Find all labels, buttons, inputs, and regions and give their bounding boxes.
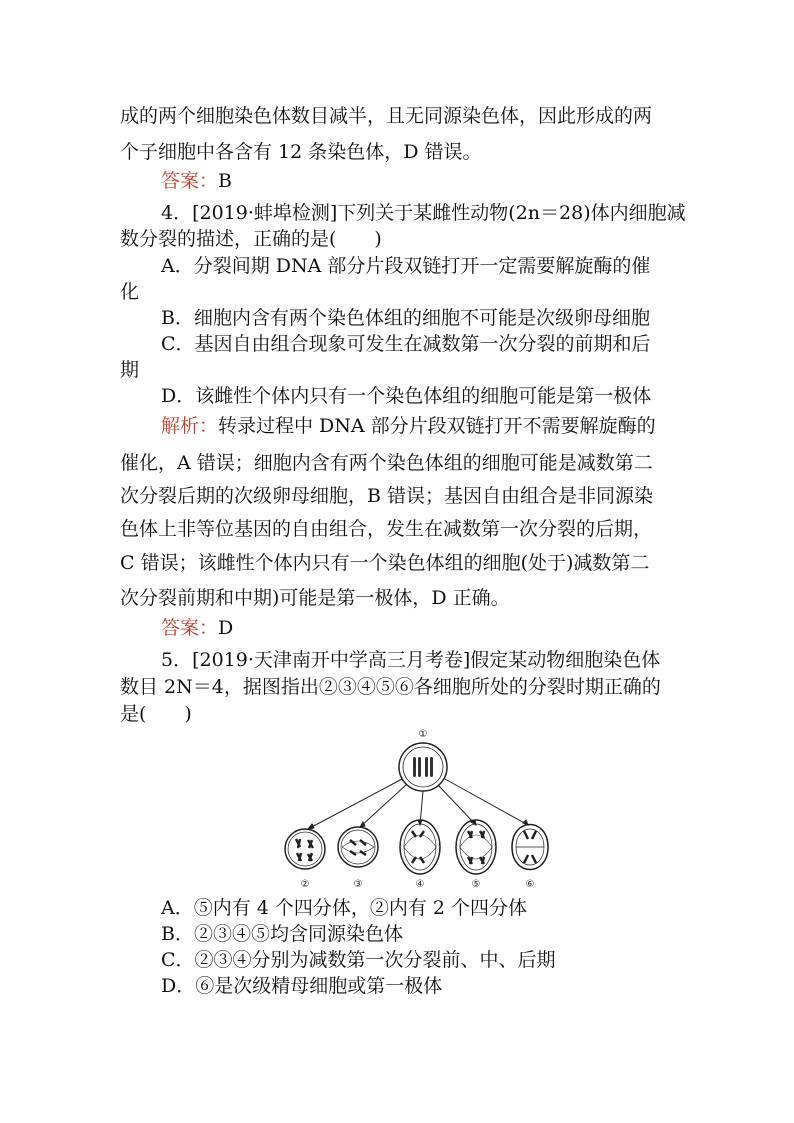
answer-value: D <box>218 617 234 639</box>
question-line: 数目 2N＝4，据图指出②③④⑤⑥各细胞所处的分裂时期正确的 <box>120 676 661 698</box>
question-line: 5．[2019·天津南开中学高三月考卷]假定某动物细胞染色体 <box>161 649 661 671</box>
cell-2 <box>285 829 325 869</box>
meiosis-diagram <box>280 727 555 892</box>
answer-line <box>161 615 233 641</box>
text-line: 个子细胞中各含有 12 条染色体，D 错误。 <box>120 141 482 163</box>
option-line: D．该雌性个体内只有一个染色体组的细胞可能是第一极体 <box>161 385 652 407</box>
analysis-line: C 错误；该雌性个体内只有一个染色体组的细胞(处于)减数第二 <box>120 552 650 574</box>
option-line: B．②③④⑤均含同源染色体 <box>161 923 403 945</box>
option-line: C．②③④分别为减数第一次分裂前、中、后期 <box>161 949 556 971</box>
answer-line <box>161 168 232 194</box>
cell-label-6: ⑥ <box>525 879 535 890</box>
cell-label-2: ② <box>300 879 310 890</box>
cell-3 <box>338 827 378 867</box>
analysis-line: 催化，A 错误；细胞内含有两个染色体组的细胞可能是减数第二 <box>120 452 653 474</box>
analysis-line: 色体上非等位基因的自由组合，发生在减数第一次分裂的后期， <box>120 518 653 540</box>
analysis-line: 次分裂后期的次级卵母细胞，B 错误；基因自由组合是非同源染 <box>120 485 654 507</box>
option-line: A．分裂间期 DNA 部分片段双链打开一定需要解旋酶的催 <box>161 255 651 277</box>
analysis-label: 解析： <box>161 415 219 437</box>
cell-1 <box>399 743 447 791</box>
answer-label: 答案： <box>161 617 219 639</box>
option-line: 期 <box>120 359 140 381</box>
cell-label-4: ④ <box>415 879 425 890</box>
cell-label-3: ③ <box>353 879 363 890</box>
answer-label: 答案： <box>161 170 219 192</box>
cell-6 <box>512 825 548 870</box>
question-line: 是( ) <box>120 703 192 725</box>
option-line: B．细胞内含有两个染色体组的细胞不可能是次级卵母细胞 <box>161 307 650 329</box>
option-line: C．基因自由组合现象可发生在减数第一次分裂的前期和后 <box>161 333 651 355</box>
answer-value: B <box>218 170 232 192</box>
analysis-line: 次分裂前期和中期)可能是第一极体，D 正确。 <box>120 587 510 609</box>
option-line: 化 <box>120 281 140 303</box>
option-line: D．⑥是次级精母细胞或第一极体 <box>161 975 443 997</box>
analysis-text: 转录过程中 DNA 部分片段双链打开不需要解旋酶的 <box>218 415 656 437</box>
cell-label-5: ⑤ <box>471 879 481 890</box>
text-line: 成的两个细胞染色体数目减半，且无同源染色体，因此形成的两 <box>120 105 653 127</box>
cell-4 <box>400 820 440 874</box>
cell-label-1: ① <box>418 729 428 740</box>
cell-5 <box>456 820 496 874</box>
question-line: 数分裂的描述，正确的是( ) <box>120 228 382 250</box>
option-line: A．⑤内有 4 个四分体，②内有 2 个四分体 <box>161 897 528 919</box>
analysis-line <box>161 413 656 439</box>
question-line: 4．[2019·蚌埠检测]下列关于某雌性动物(2n＝28)体内细胞减 <box>161 202 686 224</box>
